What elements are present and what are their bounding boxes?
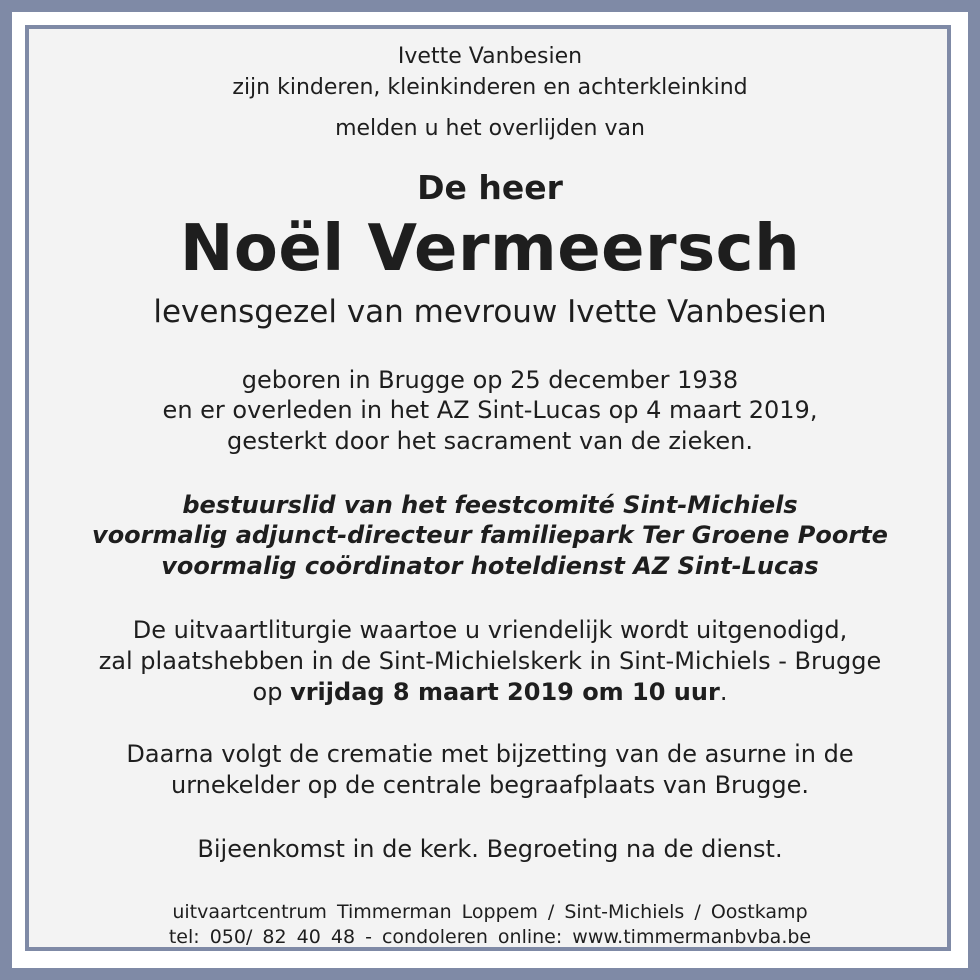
death-line: en er overleden in het AZ Sint-Lucas op 4 maart 2019, xyxy=(162,396,818,424)
funeral-date-prefix: op xyxy=(252,678,291,706)
intro-partner: Ivette Vanbesien xyxy=(397,44,583,69)
relation-line: levensgezel van mevrouw Ivette Vanbesien xyxy=(153,294,827,330)
funeral-line-2: zal plaatshebben in de Sint-Michielskerk in Sint-Michiels - Brugge xyxy=(98,647,882,675)
role-line-1: bestuurslid van het feestcomité Sint-Michiels xyxy=(182,491,798,519)
sacrament-line: gesterkt door het sacrament van de zieken. xyxy=(226,427,754,455)
intro-family: zijn kinderen, kleinkinderen en achterkleinkind xyxy=(232,75,748,100)
deceased-name: Noël Vermeersch xyxy=(179,212,801,286)
role-line-2: voormalig adjunct-directeur familiepark Ter Groene Poorte xyxy=(92,521,888,549)
birth-line: geboren in Brugge op 25 december 1938 xyxy=(241,366,739,394)
funeral-date-suffix: . xyxy=(719,678,728,706)
funeral-date: vrijdag 8 maart 2019 om 10 uur xyxy=(290,678,720,706)
footer-funeral-home: uitvaartcentrum Timmerman Loppem / Sint-Michiels / Oostkamp xyxy=(172,901,808,923)
role-line-3: voormalig coördinator hoteldienst AZ Sint-Lucas xyxy=(161,552,819,580)
gathering-line: Bijeenkomst in de kerk. Begroeting na de dienst. xyxy=(197,835,783,863)
funeral-line-3 xyxy=(0,678,980,706)
inner-frame xyxy=(25,25,951,951)
cremation-line-2: urnekelder op de centrale begraafplaats van Brugge. xyxy=(171,771,809,799)
deceased-title: De heer xyxy=(417,168,563,207)
cremation-line-1: Daarna volgt de crematie met bijzetting van de asurne in de xyxy=(126,740,854,768)
footer-contact: tel: 050/ 82 40 48 - condoleren online: www.timmermanbvba.be xyxy=(168,926,812,948)
funeral-line-1: De uitvaartliturgie waartoe u vriendelijk wordt uitgenodigd, xyxy=(132,616,848,644)
intro-announcement: melden u het overlijden van xyxy=(335,116,645,141)
